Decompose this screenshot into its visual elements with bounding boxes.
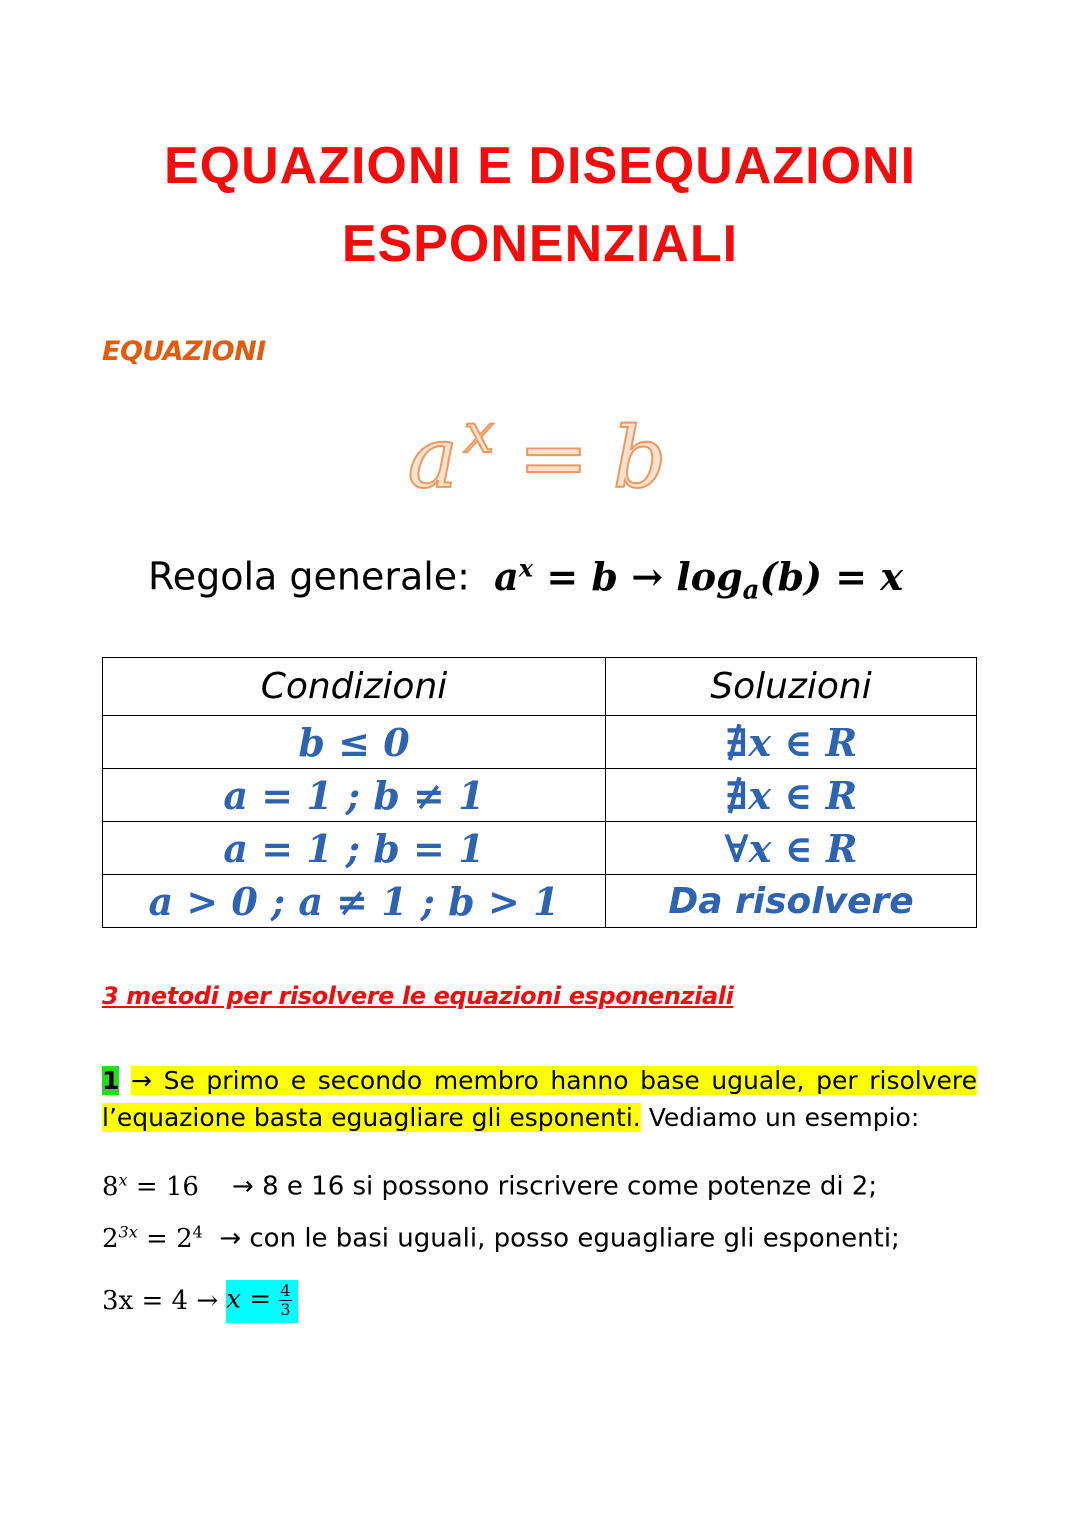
ex2-base: 2 — [102, 1223, 119, 1254]
rule-log-base: a — [742, 575, 760, 606]
ex3-result-lhs: x = — [226, 1284, 272, 1315]
main-formula — [0, 402, 1080, 507]
solution-cell: ∀x ∈ R — [606, 822, 977, 875]
ex3-numerator: 4 — [280, 1281, 291, 1300]
rule-exponent: x — [518, 553, 534, 582]
header-solutions: Soluzioni — [606, 658, 977, 716]
ex2-exp: 3x — [118, 1222, 138, 1241]
method-number-badge: 1 — [102, 1066, 120, 1095]
example-line-1 — [102, 1170, 877, 1202]
solution-cell: Da risolvere — [606, 875, 977, 928]
rule-log-arg: (b) — [759, 553, 823, 599]
method-arrow: → — [131, 1066, 152, 1095]
condition-cell: a = 1 ; b = 1 — [103, 822, 606, 875]
ex3-result — [226, 1280, 297, 1323]
ex3-fraction — [279, 1282, 291, 1319]
methods-heading: 3 metodi per risolvere le equazioni esponenziali — [102, 982, 734, 1010]
ex3-lhs: 3x = 4 → — [102, 1286, 219, 1316]
table-row — [103, 716, 977, 769]
page-title-line-1: EQUAZIONI E DISEQUAZIONI — [163, 137, 917, 195]
formula-base: a — [407, 409, 464, 507]
ex2-rhs-exp: 4 — [192, 1222, 203, 1241]
solution-cell: ∄x ∈ R — [606, 769, 977, 822]
method-highlighted-text: Se primo e secondo membro hanno base uguale, per risolvere l’equazione basta eguagliare gli esponenti. — [102, 1066, 978, 1132]
conditions-table — [102, 657, 977, 928]
ex2-comment: → con le basi uguali, posso eguagliare gli esponenti; — [219, 1223, 900, 1254]
formula-rhs: b — [612, 409, 673, 507]
ex3-denominator: 3 — [280, 1300, 291, 1319]
example-line-2 — [102, 1222, 900, 1254]
section-heading: EQUAZIONI — [102, 336, 266, 367]
page-title-line-2: ESPONENZIALI — [341, 215, 739, 273]
example-line-3 — [102, 1280, 298, 1323]
method-rest-text: Vediamo un esempio: — [648, 1103, 920, 1132]
table-row — [103, 822, 977, 875]
ex1-exp: x — [118, 1170, 128, 1189]
condition-cell: a > 0 ; a ≠ 1 ; b > 1 — [103, 875, 606, 928]
condition-cell: a = 1 ; b ≠ 1 — [103, 769, 606, 822]
formula-exponent: x — [463, 402, 501, 465]
solution-cell: ∄x ∈ R — [606, 716, 977, 769]
rule-base: a — [494, 553, 519, 599]
ex1-base: 8 — [102, 1171, 119, 1202]
rule-middle: = b → — [546, 553, 664, 599]
table-row — [103, 769, 977, 822]
rule-end: = x — [835, 553, 903, 599]
condition-cell: b ≤ 0 — [103, 716, 606, 769]
formula-equals: = — [518, 409, 595, 507]
general-rule — [148, 553, 903, 605]
method-1-paragraph — [102, 1062, 977, 1136]
ex1-comment: → 8 e 16 si possono riscrivere come potenze di 2; — [232, 1171, 878, 1202]
ex1-rhs: = 16 — [135, 1171, 199, 1202]
table-header-row — [103, 658, 977, 716]
header-conditions: Condizioni — [103, 658, 606, 716]
table-row — [103, 875, 977, 928]
ex2-rhs-base: = 2 — [146, 1223, 193, 1254]
rule-label: Regola generale: — [148, 554, 470, 599]
rule-log: log — [676, 553, 743, 599]
